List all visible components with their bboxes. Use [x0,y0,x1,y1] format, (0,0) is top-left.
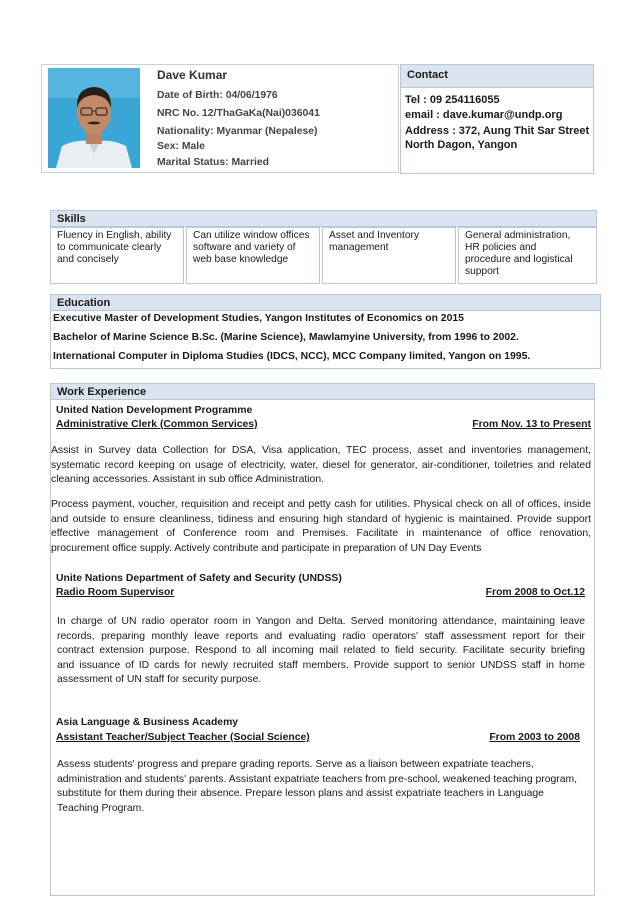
skill-line: support [465,266,499,277]
paragraph-line: Teaching Program. [57,802,145,814]
job-org: Asia Language & Business Academy [56,717,239,728]
paragraph-line: contract extension purpose. Respond to all incoming mail related to field security. Facilitate security briefing [57,645,585,656]
paragraph-line: administration and students' parents. Assistant expatriate teachers from pre-school, weakened teaching program, [57,773,578,785]
education-line: Executive Master of Development Studies, Yangon Institutes of Economics on 2015 [53,313,464,324]
job-period: From 2008 to Oct.12 [485,587,585,598]
skills-table [50,227,597,284]
skill-line: HR policies and [465,242,537,253]
contact-header [400,64,594,88]
contact-address-line2: North Dagon, Yangon [405,139,518,151]
skills-header [50,210,597,227]
paragraph-line: Assess students' progress and prepare grading reports. Serve as a liaison between expatriate teachers, [57,759,534,770]
job-role: Administrative Clerk (Common Services) [56,419,258,430]
profile-name: Dave Kumar [157,68,228,82]
job-paragraph [51,444,591,488]
work-title: Work Experience [57,386,147,398]
work-header [50,383,595,400]
contact-email: email : dave.kumar@undp.org [405,109,563,121]
skill-line: Asset and Inventory [329,230,420,241]
education-title: Education [57,297,111,309]
paragraph-line: assessment of UN staff for security purpose. [57,674,262,685]
paragraph-line: Process payment, voucher, requisition and receipt and petty cash for utilities. Physical check on all of offices, inside [51,499,591,510]
job-paragraph [57,615,585,688]
job-org: Unite Nations Department of Safety and Security (UNDSS) [56,573,342,584]
paragraph-line: Assist in Survey data Collection for DSA, Visa application, TEC process, asset and inventories management, [51,445,591,456]
contact-address-line1: Address : 372, Aung Thit Sar Street [405,125,590,137]
portrait-image [48,68,140,168]
paragraph-line: systematic record keeping on usage of electricity, water, diesel for generator, air-conditioner, toiletries and related [51,459,591,471]
job-paragraph [57,758,593,816]
education-header [50,294,601,311]
skill-line: management [329,242,389,253]
paragraph-line: and issuance of ID cards for newly recruited staff members. Provide support to senior UNDSS staff in home [57,659,585,671]
contact-title: Contact [407,69,448,81]
paragraph-line: In charge of UN radio operator room in Yangon and Delta. Served monitoring attendance, maintaining leave [57,616,585,627]
profile-nationality: Nationality: Myanmar (Nepalese) [157,126,318,137]
profile-sex: Sex: Male [157,141,205,152]
job-role: Assistant Teacher/Subject Teacher (Social Science) [56,732,310,743]
job-period: From Nov. 13 to Present [472,419,591,430]
job-role: Radio Room Supervisor [56,587,175,598]
paragraph-line: procurement office supply. Actively contribute and participate in preparation of UN Day Events [51,542,482,554]
profile-nrc: NRC No. 12/ThaGaKa(Nai)036041 [157,108,320,119]
profile-photo [48,68,140,168]
profile-dob: Date of Birth: 04/06/1976 [157,90,278,101]
job-org: United Nation Development Programme [56,405,253,416]
skill-line: to communicate clearly [57,242,162,253]
paragraph-line: and outside to ensure cleanliness, tidiness and ensuring high standard of hygienic is maintained. Provide support [51,513,591,525]
education-line: Bachelor of Marine Science B.Sc. (Marine Science), Mawlamyine University, from 1996 to 2002. [53,332,519,343]
paragraph-line: substitute for them during their absence. Prepare lesson plans and assist expatriate teachers in Language [57,788,544,799]
education-line: International Computer in Diploma Studies (IDCS, NCC), MCC Company limited, Yangon on 1995. [53,351,531,362]
skill-line: Can utilize window offices [193,230,310,241]
skill-line: procedure and logistical [465,254,573,265]
skill-line: General administration, [465,230,571,241]
skill-cell [50,227,184,284]
paragraph-line: cleaning accessories. Assistant in sub office Administration. [51,474,324,485]
job-paragraph [51,498,591,556]
skill-line: web base knowledge [193,254,289,265]
skill-cell [322,227,456,284]
job-period: From 2003 to 2008 [489,732,580,743]
contact-tel: Tel : 09 254116055 [405,94,500,106]
skill-cell [186,227,320,284]
paragraph-line: effective management of Conference room and Premises. Facilitate in maintenance of office renovation, [51,528,591,539]
skill-line: software and variety of [193,242,296,253]
skill-line: Fluency in English, ability [57,230,172,241]
paragraph-line: records, preparing monthly leave reports and evaluating radio operators' staff assessment report for their [57,630,585,642]
skill-cell [458,227,597,284]
profile-marital: Marital Status: Married [157,157,270,168]
skill-line: and concisely [57,254,119,265]
skills-title: Skills [57,213,86,225]
